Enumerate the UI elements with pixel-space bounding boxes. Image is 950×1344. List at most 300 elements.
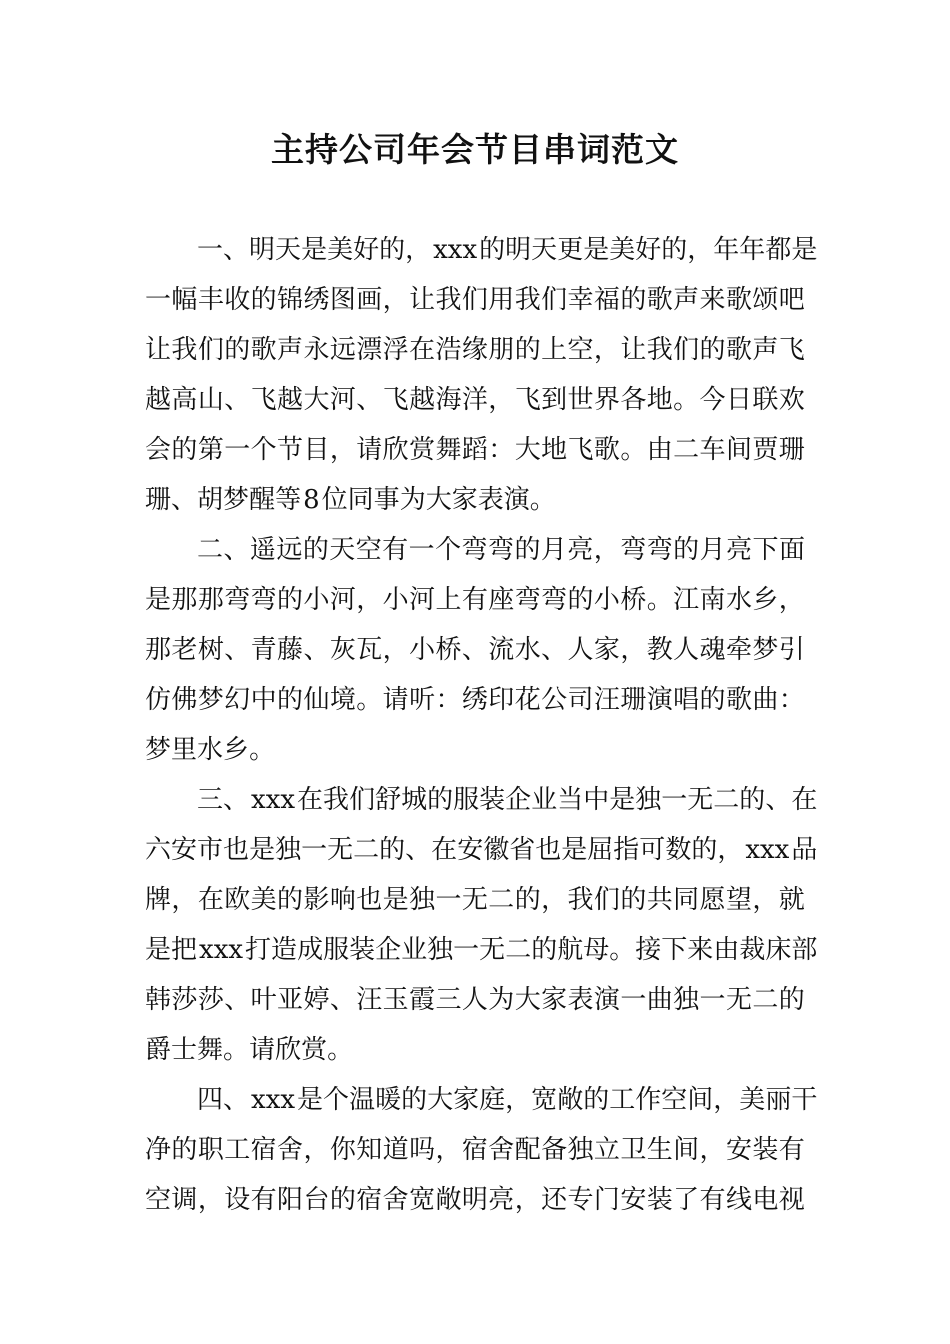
text-glyph: 是 <box>561 835 588 865</box>
text-glyph: 上 <box>435 585 462 615</box>
text-glyph: 影 <box>303 885 330 915</box>
text-glyph: 来 <box>687 935 714 965</box>
text-glyph: 等 <box>275 485 302 515</box>
text-glyph: 一 <box>224 435 251 465</box>
text-glyph: 打 <box>245 935 272 965</box>
text-glyph: 家 <box>451 485 478 515</box>
text-glyph: ， <box>329 435 356 465</box>
text-glyph: 江 <box>673 585 700 615</box>
text-glyph: 业 <box>401 935 428 965</box>
text-glyph: ， <box>356 585 383 615</box>
text-glyph: 装 <box>349 935 376 965</box>
text-glyph: 就 <box>778 885 805 915</box>
text-glyph: 飞 <box>382 385 409 415</box>
text-glyph: 一 <box>453 935 480 965</box>
text-glyph: 。 <box>609 935 636 965</box>
text-glyph: 仙 <box>303 685 330 715</box>
text-glyph: 山 <box>197 385 224 415</box>
text-glyph: 服 <box>453 785 480 815</box>
text-glyph: 弯 <box>620 535 647 565</box>
text-glyph: 水 <box>725 585 752 615</box>
text-glyph: 我 <box>171 335 198 365</box>
text-glyph: 电 <box>752 1185 779 1215</box>
text-glyph: 六 <box>145 835 172 865</box>
text-glyph: 欢 <box>778 385 805 415</box>
text-glyph: 是 <box>609 785 636 815</box>
text-glyph: 绣 <box>461 685 488 715</box>
text-glyph: 天 <box>531 235 558 265</box>
text-glyph: 配 <box>514 1135 541 1165</box>
text-glyph: 下 <box>752 535 779 565</box>
text-glyph: 浩 <box>435 335 462 365</box>
text-line <box>145 575 805 625</box>
text-glyph: 那 <box>197 585 224 615</box>
text-glyph: 也 <box>535 835 562 865</box>
text-glyph: 位 <box>321 485 348 515</box>
text-glyph: 的 <box>379 235 406 265</box>
text-glyph: 一 <box>661 785 688 815</box>
text-glyph: 独 <box>409 885 436 915</box>
text-glyph: 温 <box>349 1085 376 1115</box>
text-glyph: 的 <box>479 235 506 265</box>
text-glyph: 歌 <box>725 335 752 365</box>
text-glyph: 小 <box>303 585 330 615</box>
text-glyph: 、 <box>765 785 792 815</box>
text-glyph: 还 <box>541 1185 568 1215</box>
text-glyph: ： <box>435 685 462 715</box>
text-glyph: 备 <box>541 1135 568 1165</box>
text-glyph: 曲 <box>646 985 673 1015</box>
text-glyph: ， <box>382 635 409 665</box>
text-glyph: 欣 <box>382 435 409 465</box>
text-glyph: 接 <box>635 935 662 965</box>
text-glyph: 们 <box>349 785 376 815</box>
text-glyph: 线 <box>725 1185 752 1215</box>
text-glyph: 界 <box>593 385 620 415</box>
text-glyph: 个 <box>250 435 277 465</box>
text-glyph: 是 <box>297 1085 324 1115</box>
text-glyph: ， <box>620 635 647 665</box>
text-glyph: 年 <box>713 235 740 265</box>
text-glyph: 歌 <box>250 335 277 365</box>
text-glyph: 间 <box>725 435 752 465</box>
text-glyph: 是 <box>301 235 328 265</box>
text-glyph: 是 <box>145 585 172 615</box>
text-glyph: 、 <box>224 385 251 415</box>
text-glyph: 安 <box>620 1185 647 1215</box>
text-glyph: 空 <box>355 535 382 565</box>
text-glyph: 境 <box>329 685 356 715</box>
text-glyph: ， <box>488 385 515 415</box>
text-glyph: 到 <box>541 385 568 415</box>
text-glyph: 职 <box>197 1135 224 1165</box>
text-glyph: 远 <box>329 335 356 365</box>
text-glyph: 第 <box>197 435 224 465</box>
text-glyph: 同 <box>673 885 700 915</box>
text-glyph: 、 <box>171 485 198 515</box>
text-line <box>145 875 805 925</box>
text-glyph: 空 <box>567 335 594 365</box>
text-glyph: 世 <box>567 385 594 415</box>
text-glyph: 门 <box>593 1185 620 1215</box>
text-glyph: 成 <box>297 935 324 965</box>
text-glyph: 花 <box>514 685 541 715</box>
text-glyph: 的 <box>691 835 718 865</box>
text-glyph: 生 <box>646 1135 673 1165</box>
text-glyph: 收 <box>224 285 251 315</box>
text-glyph: 无 <box>461 885 488 915</box>
text-glyph: 部 <box>791 935 818 965</box>
text-glyph: 有 <box>250 1185 277 1215</box>
text-glyph: 美 <box>250 885 277 915</box>
text-glyph: 那 <box>171 585 198 615</box>
text-glyph: 二 <box>488 885 515 915</box>
text-glyph: ， <box>171 885 198 915</box>
text-glyph: 座 <box>488 585 515 615</box>
text-glyph: 朋 <box>488 335 515 365</box>
text-glyph: 人 <box>673 635 700 665</box>
text-glyph: 了 <box>673 1185 700 1215</box>
text-glyph: 。 <box>223 1035 250 1065</box>
text-glyph: 各 <box>620 385 647 415</box>
text-glyph: 弯 <box>514 585 541 615</box>
text-glyph: ： <box>778 685 805 715</box>
text-glyph: 面 <box>778 535 805 565</box>
text-glyph: 洋 <box>461 385 488 415</box>
text-glyph: 二 <box>197 535 224 565</box>
text-glyph: 小 <box>593 585 620 615</box>
text-glyph: 美 <box>609 235 636 265</box>
text-glyph: 锦 <box>277 285 304 315</box>
text-glyph: 佛 <box>171 685 198 715</box>
text-glyph: 视 <box>778 1185 805 1215</box>
text-glyph: 赏 <box>409 435 436 465</box>
text-glyph: 。 <box>646 585 673 615</box>
text-glyph: 都 <box>765 235 792 265</box>
text-glyph: 家 <box>541 985 568 1015</box>
text-glyph: 宿 <box>356 1185 383 1215</box>
text-glyph: 独 <box>567 1135 594 1165</box>
text-glyph: 图 <box>329 285 356 315</box>
text-glyph: xxx <box>199 935 244 965</box>
text-glyph: 桥 <box>620 585 647 615</box>
text-glyph: 弯 <box>250 585 277 615</box>
text-glyph: 丰 <box>197 285 224 315</box>
text-glyph: 、 <box>356 385 383 415</box>
text-glyph: 一 <box>408 535 435 565</box>
text-glyph: 徽 <box>483 835 510 865</box>
text-glyph: 有 <box>699 1185 726 1215</box>
text-glyph: 的 <box>699 685 726 715</box>
text-glyph: 南 <box>699 585 726 615</box>
text-glyph: 的 <box>171 1135 198 1165</box>
text-glyph: 亚 <box>277 985 304 1015</box>
text-glyph: 天 <box>275 235 302 265</box>
text-glyph: 由 <box>713 935 740 965</box>
text-glyph: 的 <box>620 885 647 915</box>
text-glyph: 节 <box>277 435 304 465</box>
text-glyph: 让 <box>620 335 647 365</box>
text-glyph: 画 <box>356 285 383 315</box>
text-glyph: 宽 <box>409 1185 436 1215</box>
text-glyph: 珊 <box>778 435 805 465</box>
text-glyph: ， <box>514 1185 541 1215</box>
text-glyph: 士 <box>171 1035 198 1065</box>
text-glyph: 8 <box>303 485 320 515</box>
text-glyph: ， <box>717 835 744 865</box>
text-glyph: 的 <box>277 685 304 715</box>
text-glyph: 缘 <box>461 335 488 365</box>
text-glyph: 二 <box>752 985 779 1015</box>
text-glyph: 望 <box>725 885 752 915</box>
text-glyph: 中 <box>250 685 277 715</box>
text-glyph: ， <box>687 235 714 265</box>
text-glyph: 工 <box>609 1085 636 1115</box>
text-glyph: 珊 <box>620 685 647 715</box>
text-glyph: 大 <box>427 1085 454 1115</box>
text-glyph: 的 <box>379 835 406 865</box>
text-glyph: 由 <box>646 435 673 465</box>
text-glyph: 在 <box>791 785 818 815</box>
text-glyph: 我 <box>323 785 350 815</box>
text-line <box>145 625 805 675</box>
text-glyph: 的 <box>224 335 251 365</box>
text-glyph: 宿 <box>461 1135 488 1165</box>
text-glyph: 河 <box>329 385 356 415</box>
text-glyph: 海 <box>435 385 462 415</box>
text-glyph: 二 <box>353 835 380 865</box>
text-glyph: 、 <box>329 985 356 1015</box>
text-glyph: 曲 <box>752 685 779 715</box>
text-glyph: 的 <box>778 985 805 1015</box>
text-glyph: 下 <box>661 935 688 965</box>
text-glyph: 庭 <box>479 1085 506 1115</box>
text-glyph: 赏 <box>301 1035 328 1065</box>
text-glyph: 母 <box>583 935 610 965</box>
text-glyph: 装 <box>646 1185 673 1215</box>
text-glyph: 独 <box>635 785 662 815</box>
text-glyph: 大 <box>514 435 541 465</box>
text-glyph: 爵 <box>145 1035 172 1065</box>
text-glyph: 听 <box>409 685 436 715</box>
text-glyph: 们 <box>593 885 620 915</box>
text-glyph: 数 <box>665 835 692 865</box>
text-glyph: 更 <box>557 235 584 265</box>
text-glyph: 家 <box>593 635 620 665</box>
text-glyph: xxx <box>433 235 478 265</box>
text-glyph: 表 <box>477 485 504 515</box>
text-glyph: 一 <box>435 885 462 915</box>
text-glyph: 请 <box>249 1035 276 1065</box>
text-line <box>145 375 805 425</box>
text-glyph: 飞 <box>514 385 541 415</box>
text-glyph: 为 <box>399 485 426 515</box>
text-glyph: 弯 <box>461 535 488 565</box>
text-glyph: 丽 <box>765 1085 792 1115</box>
text-glyph: 的 <box>739 785 766 815</box>
text-glyph: 航 <box>557 935 584 965</box>
text-glyph: 立 <box>593 1135 620 1165</box>
text-glyph: 在 <box>409 335 436 365</box>
text-glyph: 梦 <box>197 685 224 715</box>
text-glyph: 舍 <box>277 1135 304 1165</box>
text-glyph: 舍 <box>382 1185 409 1215</box>
text-glyph: 。 <box>529 485 556 515</box>
text-glyph: 独 <box>427 935 454 965</box>
text-glyph: 演 <box>646 685 673 715</box>
text-glyph: 有 <box>382 535 409 565</box>
text-glyph: 的 <box>277 885 304 915</box>
text-glyph: 远 <box>276 535 303 565</box>
text-glyph: 老 <box>171 635 198 665</box>
text-glyph: 省 <box>509 835 536 865</box>
text-glyph: 舞 <box>435 435 462 465</box>
text-glyph: 无 <box>327 835 354 865</box>
text-glyph: 无 <box>479 935 506 965</box>
text-glyph: 也 <box>356 885 383 915</box>
text-glyph: 一 <box>620 985 647 1015</box>
text-glyph: 越 <box>145 385 172 415</box>
text-glyph: 的 <box>427 785 454 815</box>
text-glyph: 瓦 <box>356 635 383 665</box>
text-glyph: ， <box>778 585 805 615</box>
text-glyph: 乡 <box>223 735 250 765</box>
text-glyph: 来 <box>699 285 726 315</box>
text-glyph: 舍 <box>488 1135 515 1165</box>
text-glyph: 莎 <box>171 985 198 1015</box>
text-glyph: 们 <box>673 335 700 365</box>
text-glyph: ： <box>488 435 515 465</box>
text-glyph: 。 <box>673 385 700 415</box>
text-glyph: 宽 <box>531 1085 558 1115</box>
text-glyph: 独 <box>673 985 700 1015</box>
text-glyph: ， <box>303 1135 330 1165</box>
text-glyph: 间 <box>687 1085 714 1115</box>
text-glyph: 月 <box>699 535 726 565</box>
text-glyph: 水 <box>197 735 224 765</box>
text-glyph: 、 <box>224 985 251 1015</box>
text-glyph: 遥 <box>249 535 276 565</box>
text-glyph: 是 <box>249 835 276 865</box>
text-glyph: 家 <box>453 1085 480 1115</box>
text-glyph: 舒 <box>375 785 402 815</box>
text-glyph: 亮 <box>567 535 594 565</box>
document-body <box>145 225 818 1225</box>
text-glyph: 二 <box>713 785 740 815</box>
text-glyph: 美 <box>739 1085 766 1115</box>
text-glyph: 安 <box>457 835 484 865</box>
text-glyph: 、 <box>223 785 250 815</box>
text-glyph: 、 <box>224 635 251 665</box>
text-glyph: 美 <box>327 235 354 265</box>
text-glyph: 、 <box>223 535 250 565</box>
text-glyph: 声 <box>277 335 304 365</box>
text-glyph: 日 <box>725 385 752 415</box>
text-glyph: 欧 <box>224 885 251 915</box>
text-glyph: 事 <box>373 485 400 515</box>
text-glyph: 的 <box>567 585 594 615</box>
text-glyph: 上 <box>541 335 568 365</box>
text-glyph: ， <box>593 335 620 365</box>
text-glyph: 裁 <box>739 935 766 965</box>
text-glyph: 请 <box>356 435 383 465</box>
text-glyph: 阳 <box>277 1185 304 1215</box>
text-glyph: 的 <box>531 935 558 965</box>
text-glyph: xxx <box>745 835 790 865</box>
text-glyph: 牌 <box>145 885 172 915</box>
text-glyph: 在 <box>197 885 224 915</box>
text-glyph: 你 <box>329 1135 356 1165</box>
text-glyph: ， <box>197 1185 224 1215</box>
text-glyph: 在 <box>431 835 458 865</box>
text-glyph: 工 <box>224 1135 251 1165</box>
text-glyph: 们 <box>461 285 488 315</box>
text-glyph: 吧 <box>778 285 805 315</box>
text-line <box>145 475 805 525</box>
text-glyph: 弯 <box>224 585 251 615</box>
text-glyph: 造 <box>271 935 298 965</box>
text-line <box>145 1075 818 1125</box>
text-line <box>145 1175 805 1225</box>
text-glyph: ， <box>505 1085 532 1115</box>
text-glyph: 当 <box>557 785 584 815</box>
text-glyph: 高 <box>171 385 198 415</box>
text-glyph: 在 <box>297 785 324 815</box>
text-glyph: 幸 <box>567 285 594 315</box>
text-glyph: 树 <box>197 635 224 665</box>
text-glyph: 宿 <box>250 1135 277 1165</box>
text-glyph: xxx <box>251 1085 296 1115</box>
text-glyph: ， <box>382 285 409 315</box>
text-glyph: 年 <box>739 235 766 265</box>
text-glyph: 魂 <box>699 635 726 665</box>
text-line <box>145 275 805 325</box>
text-glyph: ， <box>435 1135 462 1165</box>
text-glyph: 敞 <box>435 1185 462 1215</box>
text-glyph: 有 <box>778 1135 805 1165</box>
text-glyph: 亮 <box>488 1185 515 1215</box>
text-line <box>145 425 805 475</box>
text-glyph: 、 <box>223 1085 250 1115</box>
text-glyph: 莎 <box>197 985 224 1015</box>
text-glyph: 暖 <box>375 1085 402 1115</box>
text-glyph: 、 <box>303 635 330 665</box>
text-glyph: 漂 <box>356 335 383 365</box>
text-glyph: 牵 <box>725 635 752 665</box>
text-glyph: 明 <box>461 1185 488 1215</box>
text-glyph: 城 <box>401 785 428 815</box>
text-glyph: 安 <box>725 1135 752 1165</box>
text-glyph: 中 <box>583 785 610 815</box>
text-glyph: 。 <box>620 435 647 465</box>
text-glyph: 有 <box>461 585 488 615</box>
text-glyph: 灰 <box>329 635 356 665</box>
text-glyph: 天 <box>329 535 356 565</box>
text-glyph: 醒 <box>249 485 276 515</box>
text-glyph: 业 <box>531 785 558 815</box>
text-glyph: 幻 <box>224 685 251 715</box>
text-glyph: 让 <box>409 285 436 315</box>
text-glyph: 服 <box>323 935 350 965</box>
text-glyph: 司 <box>567 685 594 715</box>
text-glyph: 用 <box>488 285 515 315</box>
text-glyph: 、 <box>461 635 488 665</box>
text-glyph: 设 <box>224 1185 251 1215</box>
text-glyph: 床 <box>765 935 792 965</box>
text-glyph: 我 <box>514 285 541 315</box>
text-glyph: 是 <box>382 885 409 915</box>
text-glyph: ， <box>593 535 620 565</box>
